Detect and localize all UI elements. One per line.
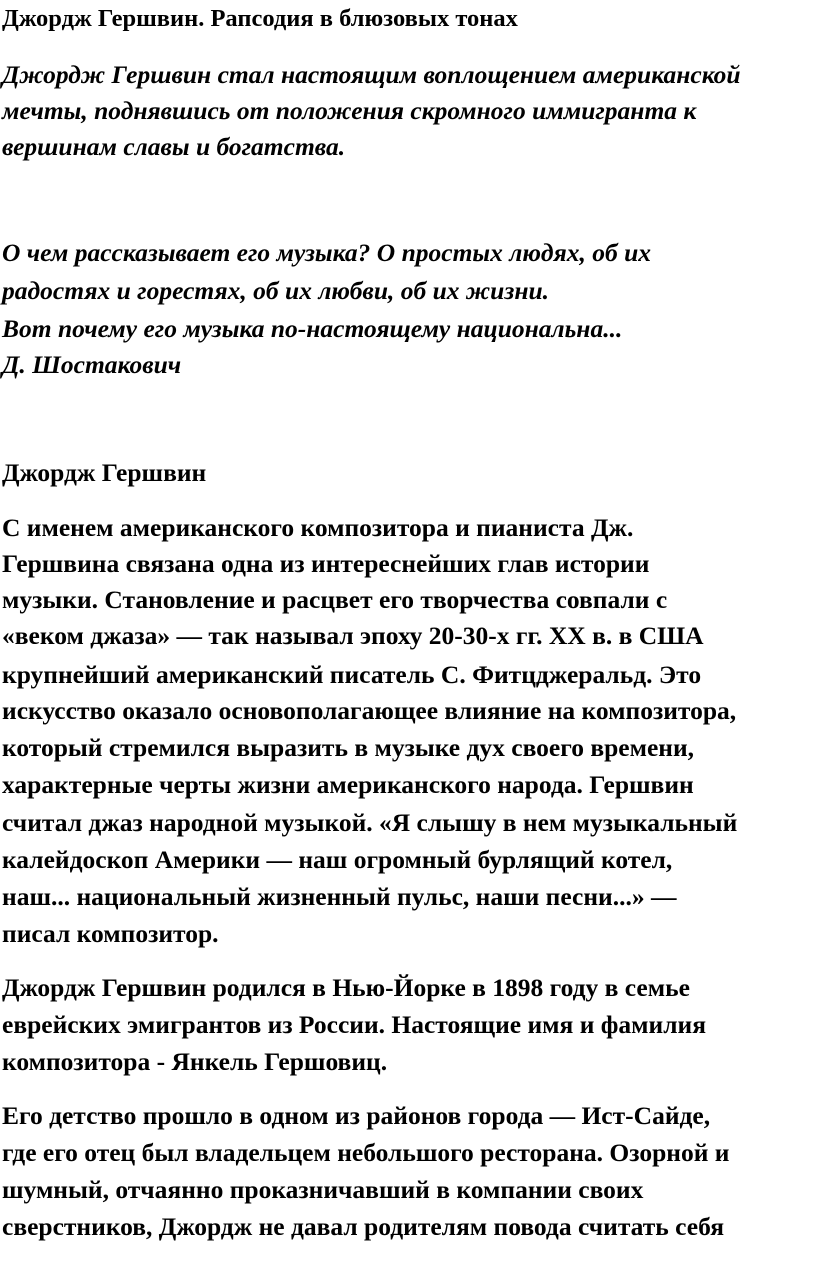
paragraph-line: наш... национальный жизненный пульс, наши песни...» — (2, 882, 677, 911)
paragraph-line: сверстников, Джордж не давал родителям повода считать себя (2, 1212, 725, 1241)
paragraph-line: композитора - Янкель Гершовиц. (2, 1047, 388, 1076)
paragraph-line: крупнейший американский писатель С. Фитцджеральд. Это (2, 660, 702, 689)
paragraph-line: еврейских эмигрантов из России. Настоящие имя и фамилия (2, 1010, 707, 1039)
paragraph-line: искусство оказало основополагающее влияние на композитора, (2, 696, 737, 725)
paragraph-line: характерные черты жизни американского народа. Гершвин (2, 770, 694, 799)
section-heading: Джордж Гершвин (2, 458, 207, 487)
intro-line: мечты, поднявшись от положения скромного иммигранта к (2, 96, 697, 125)
paragraph-line: Его детство прошло в одном из районов города — Ист-Сайде, (2, 1101, 711, 1130)
paragraph-line: писал композитор. (2, 919, 219, 948)
paragraph-line: который стремился выразить в музыке дух своего времени, (2, 733, 695, 762)
paragraph-line: «веком джаза» — так называл эпоху 20-30-х гг. XX в. в США (2, 621, 704, 650)
paragraph-line: шумный, отчаянно проказничавший в компании своих (2, 1175, 644, 1204)
quote-line: Вот почему его музыка по-настоящему национальна... (2, 314, 623, 343)
paragraph-line: где его отец был владельцем небольшого ресторана. Озорной и (2, 1138, 730, 1167)
intro-line: Джордж Гершвин стал настоящим воплощением американской (2, 60, 741, 89)
quote-author: Д. Шостакович (2, 350, 182, 379)
paragraph-line: Джордж Гершвин родился в Нью-Йорке в 1898 году в семье (2, 973, 690, 1002)
paragraph-line: музыки. Становление и расцвет его творчества совпали с (2, 585, 668, 614)
quote-line: О чем рассказывает его музыка? О простых людях, об их (2, 238, 652, 267)
paragraph-line: считал джаз народной музыкой. «Я слышу в нем музыкальный (2, 808, 738, 837)
intro-line: вершинам славы и богатства. (2, 132, 346, 161)
quote-line: радостях и горестях, об их любви, об их жизни. (2, 276, 550, 305)
paragraph-line: Гершвина связана одна из интереснейших глав истории (2, 549, 650, 578)
document-title: Джордж Гершвин. Рапсодия в блюзовых тонах (2, 5, 518, 32)
paragraph-line: С именем американского композитора и пианиста Дж. (2, 513, 634, 542)
paragraph-line: калейдоскоп Америки — наш огромный бурлящий котел, (2, 845, 673, 874)
